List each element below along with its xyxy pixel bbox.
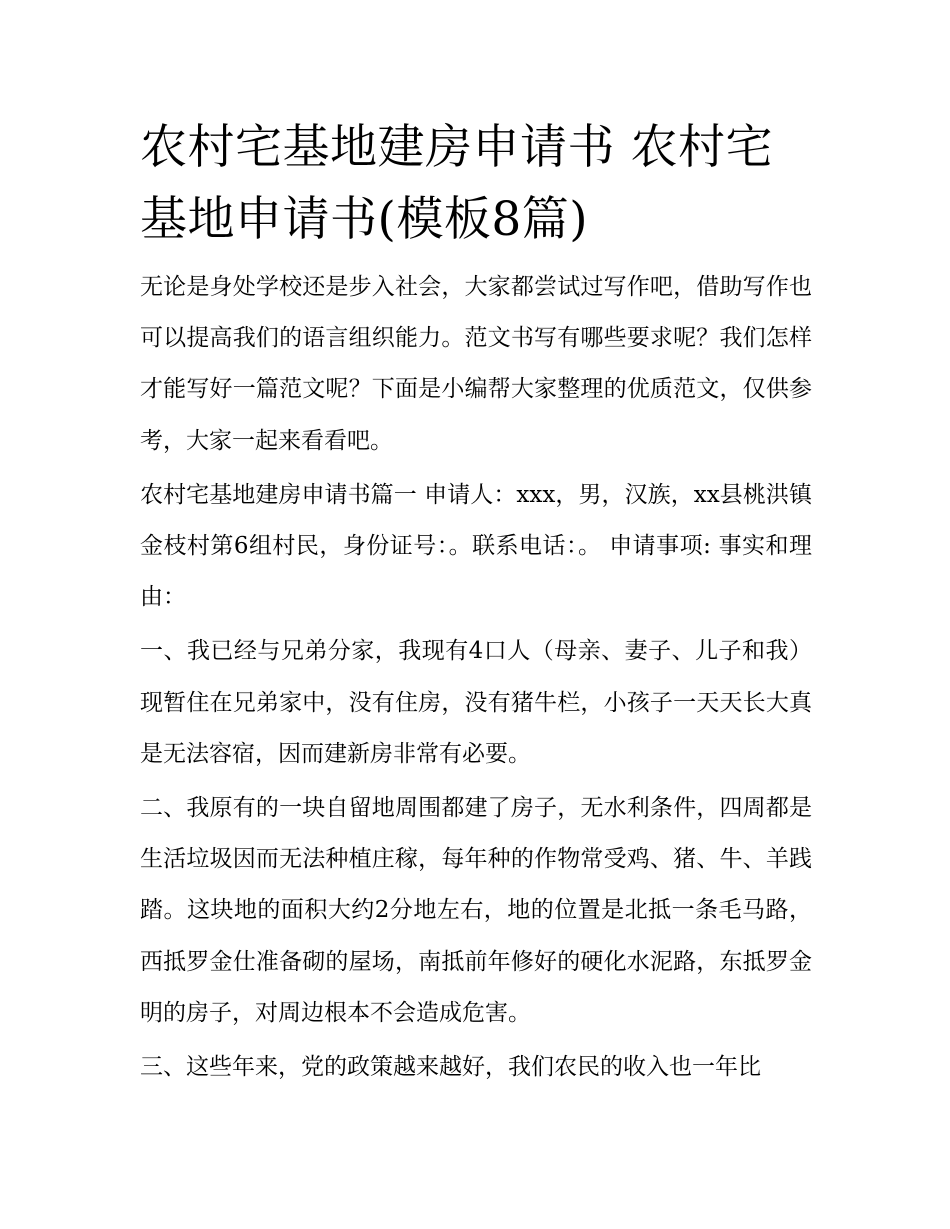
document-title: 农村宅基地建房申请书 农村宅基地申请书(模板8篇) bbox=[140, 120, 773, 247]
reason-two-paragraph: 二、我原有的一块自留地周围都建了房子，无水利条件，四周都是生活垃圾因而无法种植庄稼，每年种的作物常受鸡、猪、牛、羊践踏。这块地的面积大约2分地左右，地的位置是北抵一条毛马路，西抵罗金仕准备砌的屋场，南抵前年修好的硬化水泥路，东抵罗金明的房子，对周边根本不会造成危害。 bbox=[140, 795, 812, 1026]
reason-one-paragraph: 一、我已经与兄弟分家，我现有4口人（母亲、妻子、儿子和我）现暂住在兄弟家中，没有住房，没有猪牛栏，小孩子一天天长大真是无法容宿，因而建新房非常有必要。 bbox=[140, 638, 812, 767]
intro-paragraph: 无论是身处学校还是步入社会，大家都尝试过写作吧，借助写作也可以提高我们的语言组织能力。范文书写有哪些要求呢？我们怎样才能写好一篇范文呢？下面是小编帮大家整理的优质范文，仅供参考，大家一起来看看吧。 bbox=[140, 274, 812, 454]
document-body bbox=[140, 112, 812, 1093]
applicant-info-paragraph: 农村宅基地建房申请书篇一 申请人：xxx，男，汉族，xx县桃洪镇金枝村第6组村民，身份证号：。联系电话：。 申请事项: 事实和理由： bbox=[140, 481, 812, 611]
reason-three-paragraph: 三、这些年来，党的政策越来越好，我们农民的收入也一年比 bbox=[140, 1054, 761, 1081]
